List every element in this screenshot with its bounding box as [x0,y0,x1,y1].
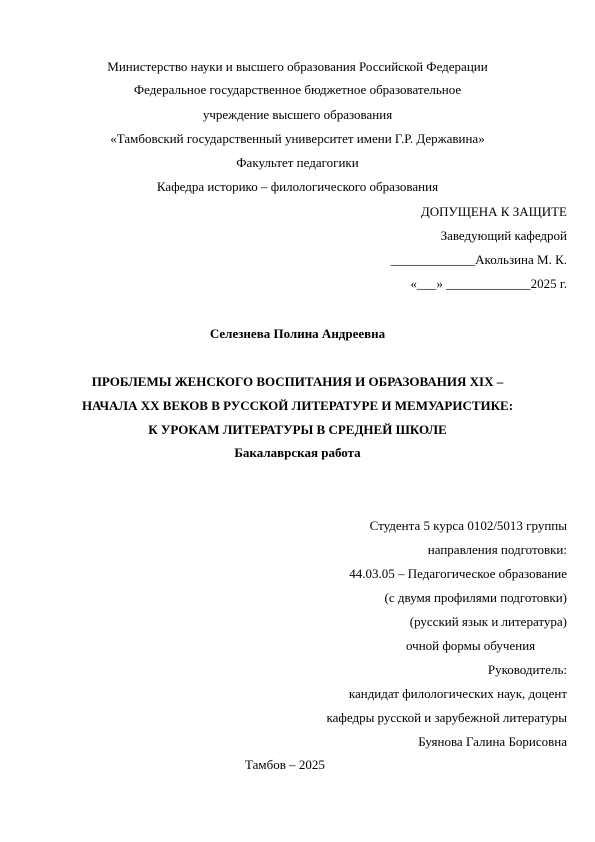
work-type: Бакалаврская работа [234,445,361,460]
supervisor-name: Буянова Галина Борисовна [418,734,567,749]
thesis-title-line-1: ПРОБЛЕМЫ ЖЕНСКОГО ВОСПИТАНИЯ И ОБРАЗОВАНИЯ XIX – [91,374,504,389]
university-line: «Тамбовский государственный университет имени Г.Р. Державина» [110,131,485,146]
supervisor-degree: кандидат филологических наук, доцент [348,686,567,701]
department-line: Кафедра историко – филологического образования [156,179,439,194]
student-study-form: очной формы обучения [406,638,536,653]
thesis-title-line-2: НАЧАЛА XX ВЕКОВ В РУССКОЙ ЛИТЕРАТУРЕ И МЕМУАРИСТИКЕ: [81,398,514,413]
approval-signature: _____________Акользина М. К. [390,252,567,267]
institution-line-2: учреждение высшего образования [202,107,393,122]
student-profiles: (с двумя профилями подготовки) [384,590,567,605]
student-profile-names: (русский язык и литература) [409,614,567,629]
student-direction-code: 44.03.05 – Педагогическое образование [349,566,567,581]
approval-role: Заведующий кафедрой [440,228,567,243]
ministry-line: Министерство науки и высшего образования Российской Федерации [107,59,488,74]
author-name: Селезнева Полина Андреевна [209,326,386,341]
supervisor-label: Руководитель: [487,662,567,677]
student-direction-label: направления подготовки: [427,542,567,557]
faculty-line: Факультет педагогики [236,155,359,170]
student-course-group: Студента 5 курса 0102/5013 группы [369,518,567,533]
institution-line-1: Федеральное государственное бюджетное образовательное [133,82,462,97]
approval-status: ДОПУЩЕНА К ЗАЩИТЕ [420,204,567,219]
supervisor-department: кафедры русской и зарубежной литературы [326,710,567,725]
thesis-title-line-3: К УРОКАМ ЛИТЕРАТУРЫ В СРЕДНЕЙ ШКОЛЕ [148,422,447,437]
approval-date: «___» _____________2025 г. [410,276,567,291]
city-year: Тамбов – 2025 [245,757,325,772]
